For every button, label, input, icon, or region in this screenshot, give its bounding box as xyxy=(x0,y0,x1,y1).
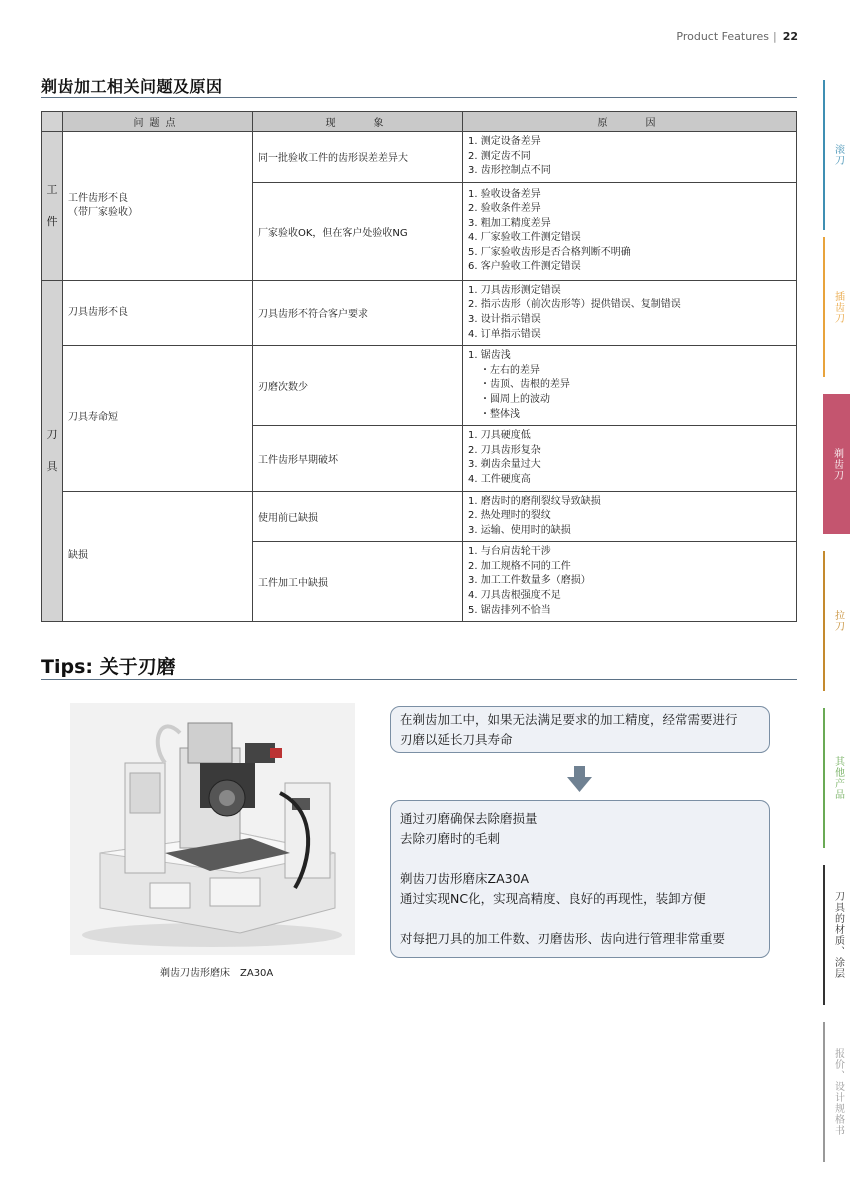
table-row xyxy=(42,132,797,183)
problem-cell: 刀具寿命短 xyxy=(63,346,253,491)
phenomenon-cell: 同一批验收工件的齿形误差差异大 xyxy=(253,132,463,183)
side-tab-label: 报价、设计规格书 xyxy=(832,1048,844,1136)
phenomenon-cell: 工件齿形早期破坏 xyxy=(253,426,463,491)
tips-intro-box: 在剃齿加工中，如果无法满足要求的加工精度，经常需要进行 刃磨以延长刀具寿命 xyxy=(390,706,770,753)
problem-cell: 缺损 xyxy=(63,491,253,622)
section-rule-issues xyxy=(41,97,797,98)
photo-caption: 剃齿刀齿形磨床 ZA30A xyxy=(160,968,274,979)
table-header-row xyxy=(42,112,797,132)
side-tab-label: 其他产品 xyxy=(832,756,844,800)
header-cat-cell xyxy=(42,112,63,132)
side-tab-label: 拉刀 xyxy=(832,610,844,632)
header-phenomenon: 现 象 xyxy=(253,112,463,132)
cause-cell: 1. 与台肩齿轮干涉 2. 加工规格不同的工件 3. 加工工件数量多（磨损） 4. 刀具齿根强度不足 5. 锯齿排列不恰当 xyxy=(463,542,797,622)
tips-detail-box: 通过刃磨确保去除磨损量 去除刃磨时的毛刺 剃齿刀齿形磨床ZA30A 通过实现NC化，实现高精度、良好的再现性，装卸方便 对每把刀具的加工件数、刃磨齿形、齿向进行管理非常重要 xyxy=(390,800,770,958)
table-row xyxy=(42,491,797,542)
side-tab-label: 刀具的材质、涂层 xyxy=(832,891,844,979)
tips-title: Tips: 关于刃磨 xyxy=(41,656,176,678)
side-tab-broach[interactable] xyxy=(823,551,850,691)
side-tab-pinion-cutter[interactable] xyxy=(823,237,850,377)
side-tab-shaving-cutter[interactable] xyxy=(823,394,850,534)
cause-cell: 1. 锯齿浅 ・左右的差异 ・齿顶、齿根的差异 ・圆周上的波动 ・整体浅 xyxy=(463,346,797,426)
header-separator: | xyxy=(772,30,777,43)
grinding-machine-illustration xyxy=(70,703,355,955)
header-cause: 原 因 xyxy=(463,112,797,132)
side-tab-materials-coating[interactable] xyxy=(823,865,850,1005)
cause-cell: 1. 测定设备差异 2. 测定齿不同 3. 齿形控制点不同 xyxy=(463,132,797,183)
phenomenon-cell: 厂家验收OK，但在客户处验收NG xyxy=(253,182,463,280)
phenomenon-cell: 使用前已缺损 xyxy=(253,491,463,542)
section-rule-tips xyxy=(41,679,797,680)
machine-photo xyxy=(70,703,355,955)
side-tab-hob[interactable] xyxy=(823,80,850,230)
table-row xyxy=(42,346,797,426)
header-problem: 问题点 xyxy=(63,112,253,132)
phenomenon-cell: 刀具齿形不符合客户要求 xyxy=(253,280,463,345)
side-tab-label: 插齿刀 xyxy=(832,290,844,324)
problem-cell: 刀具齿形不良 xyxy=(63,280,253,345)
header-label: Product Features xyxy=(676,30,769,43)
section-title-issues: 剃齿加工相关问题及原因 xyxy=(41,77,223,96)
side-tab-label: 剃齿刀 xyxy=(831,447,843,481)
phenomenon-cell: 工件加工中缺损 xyxy=(253,542,463,622)
cause-cell: 1. 磨齿时的磨削裂纹导致缺损 2. 热处理时的裂纹 3. 运输、使用时的缺损 xyxy=(463,491,797,542)
issues-table xyxy=(41,111,797,622)
side-tab-label: 滚刀 xyxy=(832,144,844,166)
side-tab-other-products[interactable] xyxy=(823,708,850,848)
page-header xyxy=(676,30,798,43)
side-tab-quotation-spec[interactable] xyxy=(823,1022,850,1162)
page-number: 22 xyxy=(782,30,798,43)
cause-cell: 1. 刀具齿形测定错误 2. 指示齿形（前次齿形等）提供错误、复制错误 3. 设计指示错误 4. 订单指示错误 xyxy=(463,280,797,345)
category-workpiece: 工 件 xyxy=(42,132,63,281)
table-row xyxy=(42,280,797,345)
arrow-down-icon xyxy=(567,766,592,792)
cause-cell: 1. 刀具硬度低 2. 刀具齿形复杂 3. 剃齿余量过大 4. 工件硬度高 xyxy=(463,426,797,491)
cause-cell: 1. 验收设备差异 2. 验收条件差异 3. 粗加工精度差异 4. 厂家验收工件测定错误 5. 厂家验收齿形是否合格判断不明确 6. 客户验收工件测定错误 xyxy=(463,182,797,280)
phenomenon-cell: 刃磨次数少 xyxy=(253,346,463,426)
category-tool: 刀 具 xyxy=(42,280,63,621)
problem-cell: 工件齿形不良 （带厂家验收） xyxy=(63,132,253,281)
